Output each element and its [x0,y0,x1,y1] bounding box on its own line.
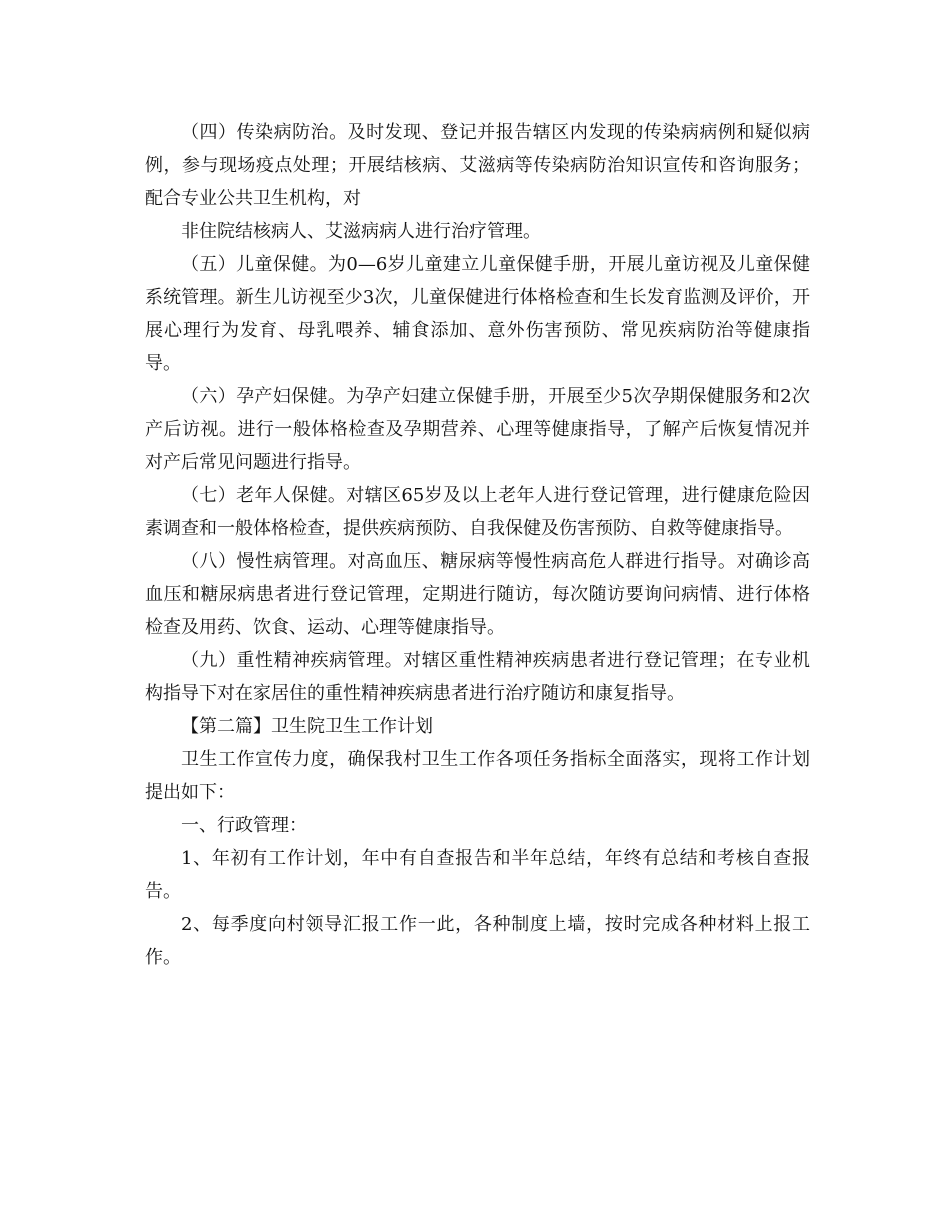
paragraph-intro: 卫生工作宣传力度，确保我村卫生工作各项任务指标全面落实，现将工作计划提出如下： [145,749,810,803]
section-heading-administration: 一、行政管理： [181,815,307,836]
paragraph-child-health: （五）儿童保健。为0—6岁儿童建立儿童保健手册，开展儿童访视及儿童保健系统管理。新生儿访视至少3次，儿童保健进行体格检查和生长发育监测及评价，开展心理行为发育、母乳喂养、辅食添加、意外伤害预防、常见疾病防治等健康指导。 [145,254,810,374]
paragraph-infectious-disease-continued: 非住院结核病人、艾滋病病人进行治疗管理。 [181,221,541,242]
document-body [145,116,810,974]
paragraph-infectious-disease: （四）传染病防治。及时发现、登记并报告辖区内发现的传染病病例和疑似病例，参与现场疫点处理；开展结核病、艾滋病等传染病防治知识宣传和咨询服务；配合专业公共卫生机构，对 [145,122,810,209]
list-item-1: 1、年初有工作计划，年中有自查报告和半年总结，年终有总结和考核自查报告。 [145,848,810,902]
paragraph-mental-illness: （九）重性精神疾病管理。对辖区重性精神疾病患者进行登记管理；在专业机构指导下对在家居住的重性精神疾病患者进行治疗随访和康复指导。 [145,650,810,704]
section-heading-part-two: 【第二篇】卫生院卫生工作计划 [181,716,433,737]
list-item-2: 2、每季度向村领导汇报工作一此，各种制度上墙，按时完成各种材料上报工作。 [145,914,810,968]
paragraph-chronic-disease: （八）慢性病管理。对高血压、糖尿病等慢性病高危人群进行指导。对确诊高血压和糖尿病患者进行登记管理，定期进行随访，每次随访要询问病情、进行体格检查及用药、饮食、运动、心理等健康指导。 [145,551,810,638]
paragraph-elderly-health: （七）老年人保健。对辖区65岁及以上老年人进行登记管理，进行健康危险因素调查和一般体格检查，提供疾病预防、自我保健及伤害预防、自救等健康指导。 [145,485,810,539]
paragraph-maternal-health: （六）孕产妇保健。为孕产妇建立保健手册，开展至少5次孕期保健服务和2次产后访视。进行一般体格检查及孕期营养、心理等健康指导，了解产后恢复情况并对产后常见问题进行指导。 [145,386,810,473]
